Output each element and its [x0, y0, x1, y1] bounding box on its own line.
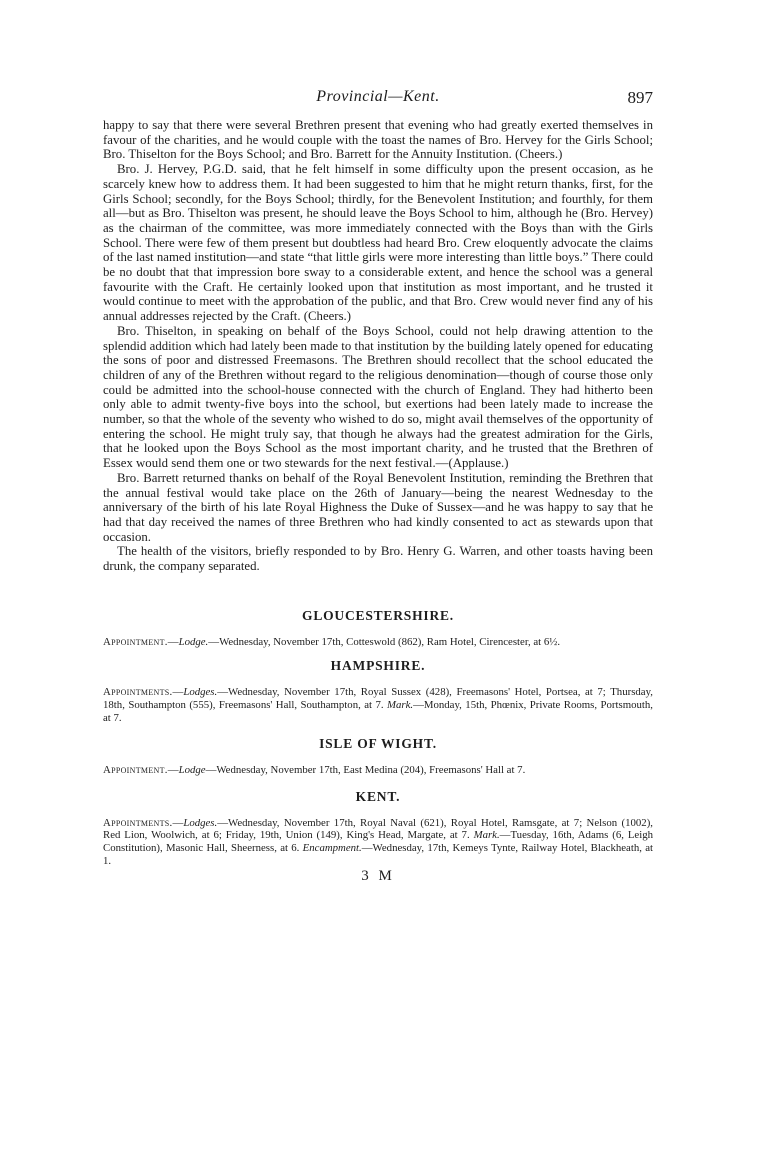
notice-kent: Appointments.—Lodges.—Wednesday, November 17th, Royal Naval (621), Royal Hotel, Ramsgate, at 7; Nelson (1002), Red Lion, Woolwich, at 6; Friday, 19th, Union (149), King's Head, Margate, at 7. Mark.—Tuesday, 16th, Adams (6, Leigh Constitution), Masonic Hall, Sheerness, at 6. Encampment.—Wednesday, 17th, Kemeys Tynte, Railway Hotel, Blackheath, at 1. [103, 816, 654, 867]
notice-text: Wednesday, November 17th, East Medina (204), Freemasons' Hall at 7. [216, 764, 526, 777]
running-head [103, 88, 653, 110]
notice-text: Wednesday, November 17th, Cotteswold (862), Ram Hotel, Cirencester, at 6½. [219, 635, 561, 648]
paragraph-closing: The health of the visitors, briefly responded to by Bro. Henry G. Warren, and other toasts having been drunk, the company separated. [103, 544, 653, 574]
paragraph-thiselton: Bro. Thiselton, in speaking on behalf of the Boys School, could not help drawing attention to the splendid addition which had lately been made to that institution by the building lately opened for educating the sons of poor and distressed Freemasons. The Brethren should recollect that the school educated the children of any of the Brethren without regard to the religious denomination—though of course those only could be admitted into the school-house connected with the church of England. They had hitherto been only able to admit twenty-five boys into the school, but exertions had been lately made to increase the number, so that the whole of the seventy who wished to do so, might avail themselves of the opportunity of entering the school. He might truly say, that though he always had the greatest admiration for the Girls, that he looked upon the Boys School as the most important charity, and he trusted that the Brethren of Essex would send them one or two stewards for the next festival.—(Applause.) [103, 323, 653, 471]
heading-gloucestershire: GLOUCESTERSHIRE. [302, 607, 454, 623]
paragraph-hervey: Bro. J. Hervey, P.G.D. said, that he felt himself in some difficulty upon the present occasion, as he scarcely knew how to address them. It had been suggested to him that he might return thanks, first, for the Girls School; secondly, for the Boys School; thirdly, for the Benevolent Institution; and fourthly, for them all—but as Bro. Thiselton was present, he should leave the Boys School to him, although he (Bro. Hervey) as the chairman of the committee, was more immediately connected with the Boys than with the Girls School. There were few of them present but doubtless had heard Bro. Crew eloquently advocate the claims of the last named institution—and state “that little girls were more interesting than little boys.” There could be no doubt that that impression bore sway to a considerable extent, and hence the school was a general favourite with the Craft. He certainly looked upon that institution as most important, and he trusted it would continue to meet with the approbation of the public, and that Bro. Crew would never find any of his annual addresses rejected by the Craft. (Cheers.) [103, 162, 653, 324]
notice-kind: Lodges. [183, 816, 218, 829]
notice-isle-of-wight: Appointment.—Lodge—Wednesday, November 17th, East Medina (204), Freemasons' Hall at 7. [103, 764, 526, 777]
notice-kind: Lodge [178, 764, 206, 777]
notice-label: Appointments. [103, 686, 173, 699]
signature-mark: 3 M [361, 868, 395, 885]
notice-text-encampment: Wednesday, 17th, Kemeys Tynte, Railway Hotel, Blackheath, at 1. [103, 841, 653, 867]
notice-gloucestershire: Appointment.—Lodge.—Wednesday, November 17th, Cotteswold (862), Ram Hotel, Cirencester, at 6½. [103, 635, 561, 648]
heading-kent: KENT. [355, 788, 401, 804]
heading-isle-of-wight: ISLE OF WIGHT. [319, 736, 437, 752]
notice-text-mark: Tuesday, 16th, Adams (6, Leigh Constitution), Masonic Hall, Sheerness, at 6. [103, 829, 654, 854]
notice-label: Appointment. [103, 764, 168, 777]
notice-text-mark: Monday, 15th, Phœnix, Private Rooms, Portsmouth, at 7. [103, 698, 653, 724]
paragraph-barrett: Bro. Barrett returned thanks on behalf of the Royal Benevolent Institution, reminding the Brethren that the annual festival would take place on the 26th of January—being the nearest Wednesday to the anniversary of the birth of his late Royal Highness the Duke of Sussex—and he was happy to say that he had that day received the names of three Brethren who had kindly consented to act as stewards upon that occasion. [103, 470, 653, 544]
heading-hampshire: HAMPSHIRE. [330, 658, 426, 674]
notice-kind-mark: Mark. [387, 698, 414, 711]
running-title: Provincial—Kent. [316, 88, 440, 105]
notice-kind-mark: Mark. [473, 829, 500, 842]
notice-label: Appointment. [103, 635, 168, 648]
notice-kind: Lodges. [183, 686, 218, 699]
notice-hampshire: Appointments.—Lodges.—Wednesday, November 17th, Royal Sussex (428), Freemasons' Hotel, Portsea, at 7; Thursday, 18th, Southampton (555), Freemasons' Hall, Southampton, at 7. Mark.—Monday, 15th, Phœnix, Private Rooms, Portsmouth, at 7. [103, 686, 653, 724]
page [103, 88, 653, 885]
notice-text: Wednesday, November 17th, Royal Sussex (428), Freemasons' Hotel, Portsea, at 7; Thursday, 18th, Southampton (555), Freemasons' Hall, Southampton, at 7. [103, 686, 653, 711]
notice-kind-encampment: Encampment. [302, 841, 362, 854]
paragraph-continuation: happy to say that there were several Brethren present that evening who had greatly exerted themselves in favour of the charities, and he would couple with the toast the names of Bro. Hervey for the Girls School; Bro. Thiselton for the Boys School; and Bro. Barrett for the Annuity Institution. (Cheers.) [103, 118, 653, 162]
notice-label: Appointments. [103, 816, 173, 829]
notice-text: Wednesday, November 17th, Royal Naval (621), Royal Hotel, Ramsgate, at 7; Nelson (1002), Red Lion, Woolwich, at 6; Friday, 19th, Union (149), King's Head, Margate, at 7. [103, 816, 653, 842]
notice-kind: Lodge. [178, 635, 209, 648]
page-number: 897 [627, 88, 653, 107]
